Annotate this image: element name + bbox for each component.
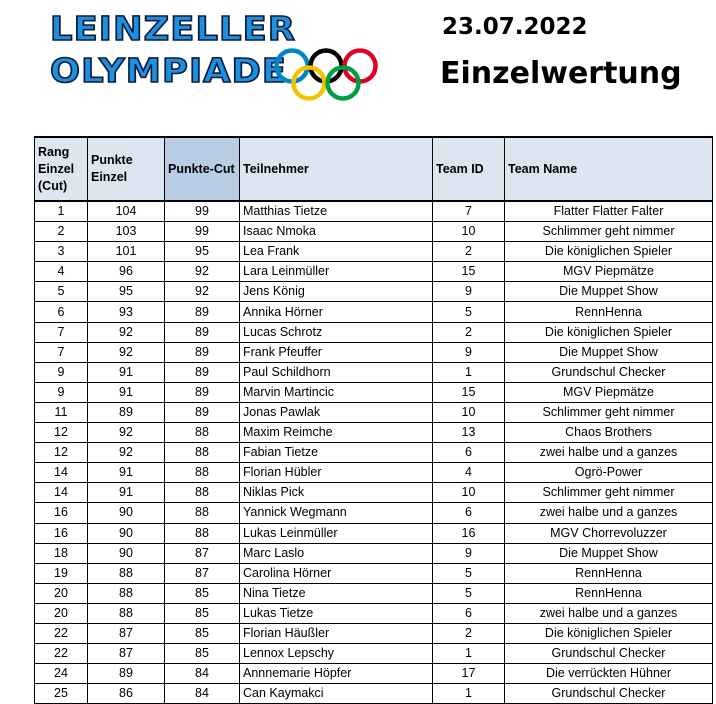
table-row — [35, 262, 713, 282]
header-punkte-cut: Punkte-Cut — [165, 137, 240, 201]
table-row — [35, 523, 713, 543]
cell-punkte-einzel: 86 — [88, 684, 165, 704]
table-row — [35, 302, 713, 322]
cell-rang: 7 — [35, 322, 88, 342]
cell-team-name: RennHenna — [505, 583, 713, 603]
cell-teilnehmer: Fabian Tietze — [240, 443, 433, 463]
olympiade-logo — [50, 8, 380, 100]
cell-punkte-cut: 88 — [165, 423, 240, 443]
cell-teilnehmer: Niklas Pick — [240, 483, 433, 503]
table-body — [35, 201, 713, 704]
table-header-row — [35, 137, 713, 201]
cell-team-name: MGV Piepmätze — [505, 262, 713, 282]
cell-team-id: 5 — [433, 583, 505, 603]
cell-team-id: 9 — [433, 543, 505, 563]
cell-team-name: Die Muppet Show — [505, 282, 713, 302]
cell-team-id: 10 — [433, 483, 505, 503]
page-title: Einzelwertung — [440, 56, 682, 91]
cell-punkte-cut: 84 — [165, 664, 240, 684]
cell-punkte-einzel: 92 — [88, 423, 165, 443]
cell-team-id: 1 — [433, 362, 505, 382]
ring-red — [345, 51, 376, 82]
cell-rang: 4 — [35, 262, 88, 282]
cell-teilnehmer: Jens König — [240, 282, 433, 302]
ring-black — [311, 51, 342, 82]
logo-line-1: LEINZELLER — [50, 9, 297, 48]
cell-team-id: 5 — [433, 302, 505, 322]
cell-punkte-cut: 88 — [165, 503, 240, 523]
cell-teilnehmer: Lukas Leinmüller — [240, 523, 433, 543]
cell-teilnehmer: Annika Hörner — [240, 302, 433, 322]
cell-rang: 22 — [35, 623, 88, 643]
cell-punkte-einzel: 92 — [88, 322, 165, 342]
cell-team-name: RennHenna — [505, 563, 713, 583]
table-row — [35, 684, 713, 704]
table-row — [35, 402, 713, 422]
cell-teilnehmer: Marvin Martincic — [240, 382, 433, 402]
cell-rang: 2 — [35, 222, 88, 242]
cell-team-name: zwei halbe und a ganzes — [505, 503, 713, 523]
cell-team-name: Die königlichen Spieler — [505, 623, 713, 643]
cell-teilnehmer: Isaac Nmoka — [240, 222, 433, 242]
table-row — [35, 483, 713, 503]
table-row — [35, 242, 713, 262]
cell-rang: 20 — [35, 603, 88, 623]
cell-team-id: 1 — [433, 684, 505, 704]
cell-team-id: 17 — [433, 664, 505, 684]
cell-teilnehmer: Paul Schildhorn — [240, 362, 433, 382]
cell-punkte-cut: 87 — [165, 543, 240, 563]
cell-punkte-cut: 89 — [165, 362, 240, 382]
cell-team-name: Flatter Flatter Falter — [505, 201, 713, 222]
cell-teilnehmer: Lennox Lepschy — [240, 644, 433, 664]
cell-punkte-cut: 88 — [165, 463, 240, 483]
cell-punkte-cut: 85 — [165, 583, 240, 603]
cell-punkte-einzel: 90 — [88, 543, 165, 563]
cell-rang: 24 — [35, 664, 88, 684]
cell-rang: 1 — [35, 201, 88, 222]
cell-punkte-einzel: 103 — [88, 222, 165, 242]
cell-team-id: 9 — [433, 282, 505, 302]
table-row — [35, 222, 713, 242]
cell-punkte-einzel: 96 — [88, 262, 165, 282]
header-team-name: Team Name — [505, 137, 713, 201]
cell-team-id: 16 — [433, 523, 505, 543]
cell-punkte-einzel: 90 — [88, 503, 165, 523]
table-row — [35, 503, 713, 523]
table-row — [35, 382, 713, 402]
cell-team-name: Grundschul Checker — [505, 644, 713, 664]
cell-team-id: 7 — [433, 201, 505, 222]
cell-team-name: Grundschul Checker — [505, 684, 713, 704]
cell-team-id: 2 — [433, 623, 505, 643]
cell-teilnehmer: Annnemarie Höpfer — [240, 664, 433, 684]
table-row — [35, 583, 713, 603]
cell-punkte-einzel: 101 — [88, 242, 165, 262]
cell-punkte-cut: 88 — [165, 443, 240, 463]
cell-punkte-cut: 95 — [165, 242, 240, 262]
cell-team-id: 15 — [433, 382, 505, 402]
cell-teilnehmer: Can Kaymakci — [240, 684, 433, 704]
table-row — [35, 664, 713, 684]
cell-punkte-einzel: 92 — [88, 443, 165, 463]
cell-team-name: Chaos Brothers — [505, 423, 713, 443]
cell-team-name: zwei halbe und a ganzes — [505, 603, 713, 623]
cell-rang: 3 — [35, 242, 88, 262]
cell-punkte-einzel: 104 — [88, 201, 165, 222]
cell-teilnehmer: Florian Häußler — [240, 623, 433, 643]
cell-punkte-einzel: 88 — [88, 583, 165, 603]
cell-team-id: 13 — [433, 423, 505, 443]
table-row — [35, 201, 713, 222]
cell-punkte-cut: 99 — [165, 201, 240, 222]
cell-team-id: 2 — [433, 322, 505, 342]
cell-team-name: Die Muppet Show — [505, 543, 713, 563]
cell-team-name: RennHenna — [505, 302, 713, 322]
cell-rang: 22 — [35, 644, 88, 664]
cell-teilnehmer: Lea Frank — [240, 242, 433, 262]
cell-punkte-einzel: 89 — [88, 664, 165, 684]
cell-punkte-einzel: 95 — [88, 282, 165, 302]
cell-punkte-cut: 85 — [165, 623, 240, 643]
ring-blue — [277, 51, 308, 82]
table-row — [35, 362, 713, 382]
cell-punkte-einzel: 89 — [88, 402, 165, 422]
cell-team-id: 10 — [433, 402, 505, 422]
cell-rang: 16 — [35, 503, 88, 523]
cell-punkte-einzel: 88 — [88, 563, 165, 583]
cell-punkte-einzel: 91 — [88, 483, 165, 503]
cell-teilnehmer: Nina Tietze — [240, 583, 433, 603]
cell-rang: 18 — [35, 543, 88, 563]
ring-yellow — [294, 68, 325, 99]
cell-team-name: MGV Piepmätze — [505, 382, 713, 402]
header-punkte-einzel: Punkte Einzel — [88, 137, 165, 201]
cell-punkte-einzel: 87 — [88, 644, 165, 664]
cell-punkte-cut: 89 — [165, 302, 240, 322]
cell-teilnehmer: Frank Pfeuffer — [240, 342, 433, 362]
cell-punkte-einzel: 91 — [88, 463, 165, 483]
cell-team-name: zwei halbe und a ganzes — [505, 443, 713, 463]
event-date: 23.07.2022 — [442, 14, 588, 40]
cell-punkte-einzel: 88 — [88, 603, 165, 623]
cell-punkte-einzel: 93 — [88, 302, 165, 322]
logo-line-2: OLYMPIADE — [50, 51, 288, 90]
table-row — [35, 623, 713, 643]
cell-punkte-cut: 85 — [165, 644, 240, 664]
table-row — [35, 443, 713, 463]
cell-team-id: 1 — [433, 644, 505, 664]
cell-team-id: 10 — [433, 222, 505, 242]
cell-team-id: 5 — [433, 563, 505, 583]
cell-punkte-cut: 85 — [165, 603, 240, 623]
cell-team-id: 15 — [433, 262, 505, 282]
cell-punkte-cut: 92 — [165, 262, 240, 282]
cell-rang: 20 — [35, 583, 88, 603]
ring-green — [328, 68, 359, 99]
cell-rang: 6 — [35, 302, 88, 322]
cell-teilnehmer: Lukas Tietze — [240, 603, 433, 623]
header-rang: Rang Einzel (Cut) — [35, 137, 88, 201]
cell-teilnehmer: Florian Hübler — [240, 463, 433, 483]
cell-punkte-cut: 88 — [165, 523, 240, 543]
table-row — [35, 543, 713, 563]
cell-team-name: MGV Chorrevoluzzer — [505, 523, 713, 543]
cell-rang: 16 — [35, 523, 88, 543]
cell-punkte-cut: 84 — [165, 684, 240, 704]
header-team-id: Team ID — [433, 137, 505, 201]
cell-team-name: Die königlichen Spieler — [505, 322, 713, 342]
cell-rang: 9 — [35, 382, 88, 402]
cell-punkte-einzel: 91 — [88, 382, 165, 402]
cell-punkte-cut: 89 — [165, 382, 240, 402]
ranking-table — [34, 136, 713, 704]
cell-rang: 14 — [35, 463, 88, 483]
cell-rang: 9 — [35, 362, 88, 382]
cell-teilnehmer: Carolina Hörner — [240, 563, 433, 583]
cell-punkte-cut: 89 — [165, 342, 240, 362]
cell-rang: 5 — [35, 282, 88, 302]
cell-punkte-cut: 88 — [165, 483, 240, 503]
table-row — [35, 463, 713, 483]
table-row — [35, 423, 713, 443]
cell-punkte-cut: 87 — [165, 563, 240, 583]
cell-rang: 19 — [35, 563, 88, 583]
cell-team-name: Die verrückten Hühner — [505, 664, 713, 684]
cell-punkte-einzel: 90 — [88, 523, 165, 543]
cell-punkte-cut: 99 — [165, 222, 240, 242]
cell-teilnehmer: Lara Leinmüller — [240, 262, 433, 282]
cell-rang: 7 — [35, 342, 88, 362]
table-row — [35, 563, 713, 583]
cell-teilnehmer: Lucas Schrotz — [240, 322, 433, 342]
cell-rang: 12 — [35, 443, 88, 463]
cell-team-name: Die königlichen Spieler — [505, 242, 713, 262]
cell-punkte-einzel: 87 — [88, 623, 165, 643]
cell-teilnehmer: Jonas Pawlak — [240, 402, 433, 422]
cell-team-name: Schlimmer geht nimmer — [505, 402, 713, 422]
cell-team-name: Grundschul Checker — [505, 362, 713, 382]
cell-punkte-einzel: 91 — [88, 362, 165, 382]
cell-team-id: 6 — [433, 603, 505, 623]
cell-rang: 25 — [35, 684, 88, 704]
cell-teilnehmer: Yannick Wegmann — [240, 503, 433, 523]
cell-team-name: Schlimmer geht nimmer — [505, 222, 713, 242]
cell-team-id: 4 — [433, 463, 505, 483]
table-row — [35, 644, 713, 664]
cell-punkte-cut: 89 — [165, 322, 240, 342]
cell-team-id: 6 — [433, 503, 505, 523]
cell-team-name: Ogrö-Power — [505, 463, 713, 483]
cell-punkte-einzel: 92 — [88, 342, 165, 362]
header-teilnehmer: Teilnehmer — [240, 137, 433, 201]
table-row — [35, 603, 713, 623]
table-row — [35, 282, 713, 302]
cell-team-name: Schlimmer geht nimmer — [505, 483, 713, 503]
cell-teilnehmer: Matthias Tietze — [240, 201, 433, 222]
table-row — [35, 322, 713, 342]
cell-rang: 14 — [35, 483, 88, 503]
cell-teilnehmer: Maxim Reimche — [240, 423, 433, 443]
cell-team-id: 9 — [433, 342, 505, 362]
cell-team-name: Die Muppet Show — [505, 342, 713, 362]
cell-teilnehmer: Marc Laslo — [240, 543, 433, 563]
cell-team-id: 6 — [433, 443, 505, 463]
cell-rang: 12 — [35, 423, 88, 443]
olympic-rings-icon — [272, 46, 380, 104]
cell-team-id: 2 — [433, 242, 505, 262]
table-row — [35, 342, 713, 362]
cell-rang: 11 — [35, 402, 88, 422]
cell-punkte-cut: 92 — [165, 282, 240, 302]
cell-punkte-cut: 89 — [165, 402, 240, 422]
